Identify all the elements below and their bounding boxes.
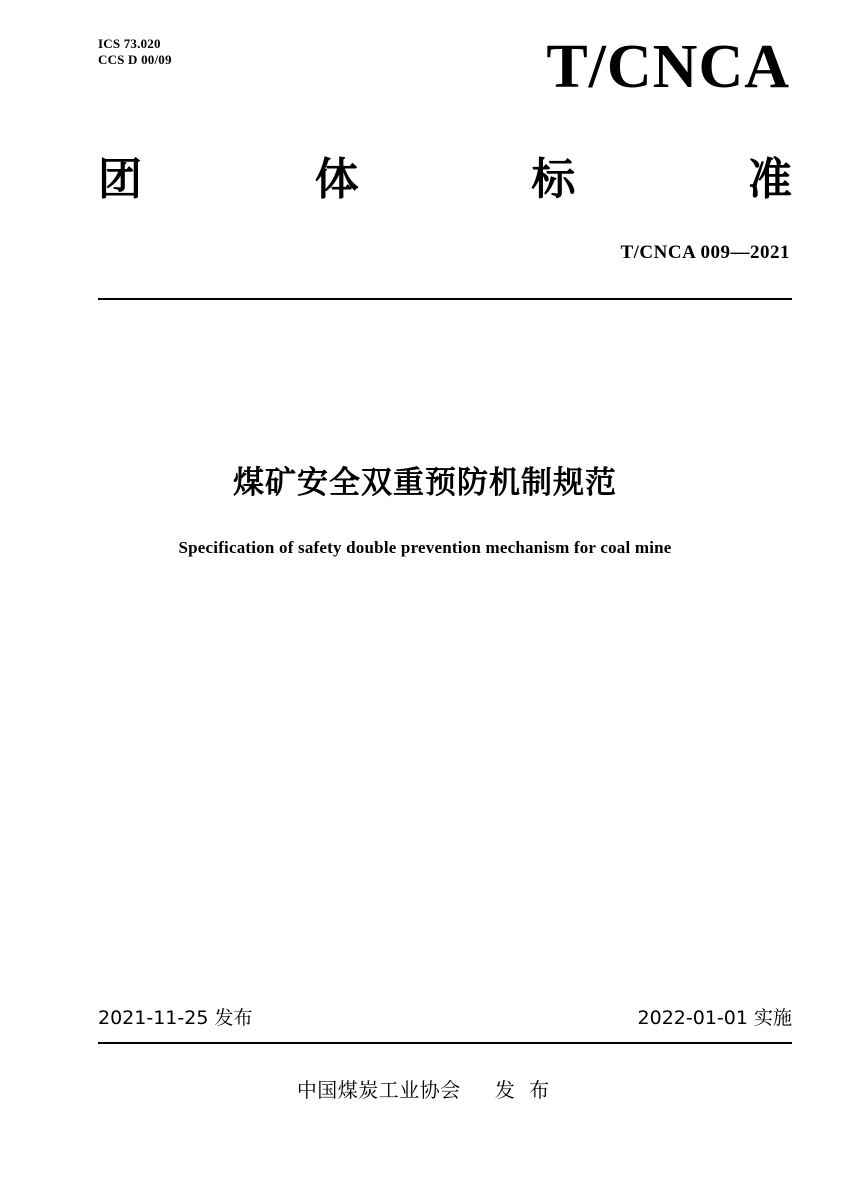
issuer-name: 中国煤炭工业协会 — [296, 1078, 461, 1102]
standard-category-heading — [98, 152, 792, 208]
issuing-organization — [0, 1075, 850, 1105]
document-title-english: Specification of safety double prevention mechanism for coal mine — [178, 538, 672, 557]
issuer-action: 发 布 — [494, 1078, 554, 1102]
date-row — [98, 1004, 792, 1032]
release-date: 2021-11-25 发布 — [98, 1007, 253, 1029]
ics-code: ICS 73.020 — [98, 36, 161, 51]
category-char-2: 体 — [314, 154, 359, 205]
category-char-4: 准 — [747, 154, 792, 205]
standard-number: T/CNCA 009—2021 — [620, 242, 790, 263]
document-title-chinese: 煤矿安全双重预防机制规范 — [233, 465, 617, 501]
organization-logo: T/CNCA — [546, 33, 790, 101]
category-char-1: 团 — [98, 154, 142, 205]
ccs-code: CCS D 00/09 — [98, 52, 172, 67]
footer-divider — [98, 1042, 792, 1044]
category-char-3: 标 — [531, 154, 576, 205]
header-divider — [98, 298, 792, 300]
implementation-date: 2022-01-01 实施 — [637, 1007, 792, 1029]
classification-codes — [98, 36, 172, 68]
